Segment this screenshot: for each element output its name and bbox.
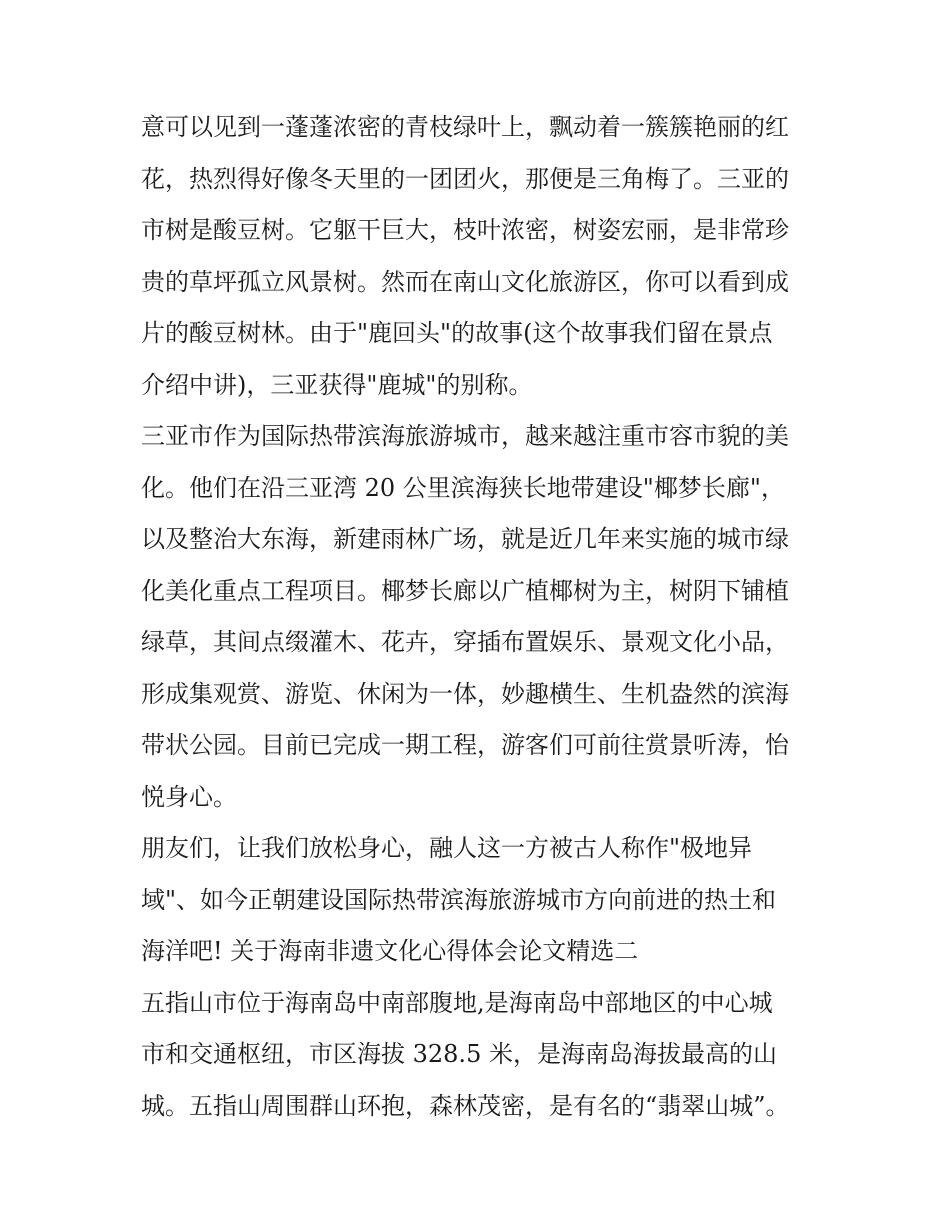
text-line: 形成集观赏、游览、休闲为一体，妙趣横生、生机盎然的滨海 [141,679,789,708]
text-line: 五指山市位于海南岛中南部腹地,是海南岛中部地区的中心城 [141,988,773,1017]
text-line: 朋友们，让我们放松身心，融人这一方被古人称作"极地异 [141,834,753,862]
text-line: 花，热烈得好像冬天里的一团团火，那便是三角梅了。三亚的 [141,164,789,193]
text-line: 绿草，其间点缀灌木、花卉，穿插布置娱乐、景观文化小品， [141,628,789,656]
text-line: 市和交通枢纽，市区海拔 328.5 米，是海南岛海拔最高的山 [141,1040,777,1068]
text-line: 海洋吧! 关于海南非遗文化心得体会论文精选二 [141,937,639,965]
text-line: 贵的草坪孤立风景树。然而在南山文化旅游区，你可以看到成 [141,267,789,296]
text-line: 市树是酸豆树。它躯干巨大，枝叶浓密，树姿宏丽，是非常珍 [141,216,789,244]
text-line: 片的酸豆树林。由于"鹿回头"的故事(这个故事我们留在景点 [141,319,773,347]
text-line: 意可以见到一蓬蓬浓密的青枝绿叶上，飘动着一簇簇艳丽的红 [141,113,789,141]
text-line: 域"、如今正朝建设国际热带滨海旅游城市方向前进的热土和 [141,885,777,914]
text-line: 介绍中讲)，三亚获得"鹿城"的别称。 [141,370,533,399]
text-line: 城。五指山周围群山环抱，森林茂密，是有名的“翡翠山城”。 [141,1091,790,1120]
text-line: 化。他们在沿三亚湾 20 公里滨海狭长地带建设"椰梦长廊"， [141,473,785,502]
text-line: 以及整治大东海，新建雨林广场，就是近几年来实施的城市绿 [141,525,789,553]
text-line: 三亚市作为国际热带滨海旅游城市，越来越注重市容市貌的美 [141,422,789,450]
text-line: 带状公园。目前已完成一期工程，游客们可前往赏景听涛，怡 [141,731,789,759]
text-line: 化美化重点工程项目。椰梦长廊以广植椰树为主，树阴下铺植 [141,576,789,605]
body-text [141,102,821,1132]
text-line: 悦身心。 [141,782,237,811]
